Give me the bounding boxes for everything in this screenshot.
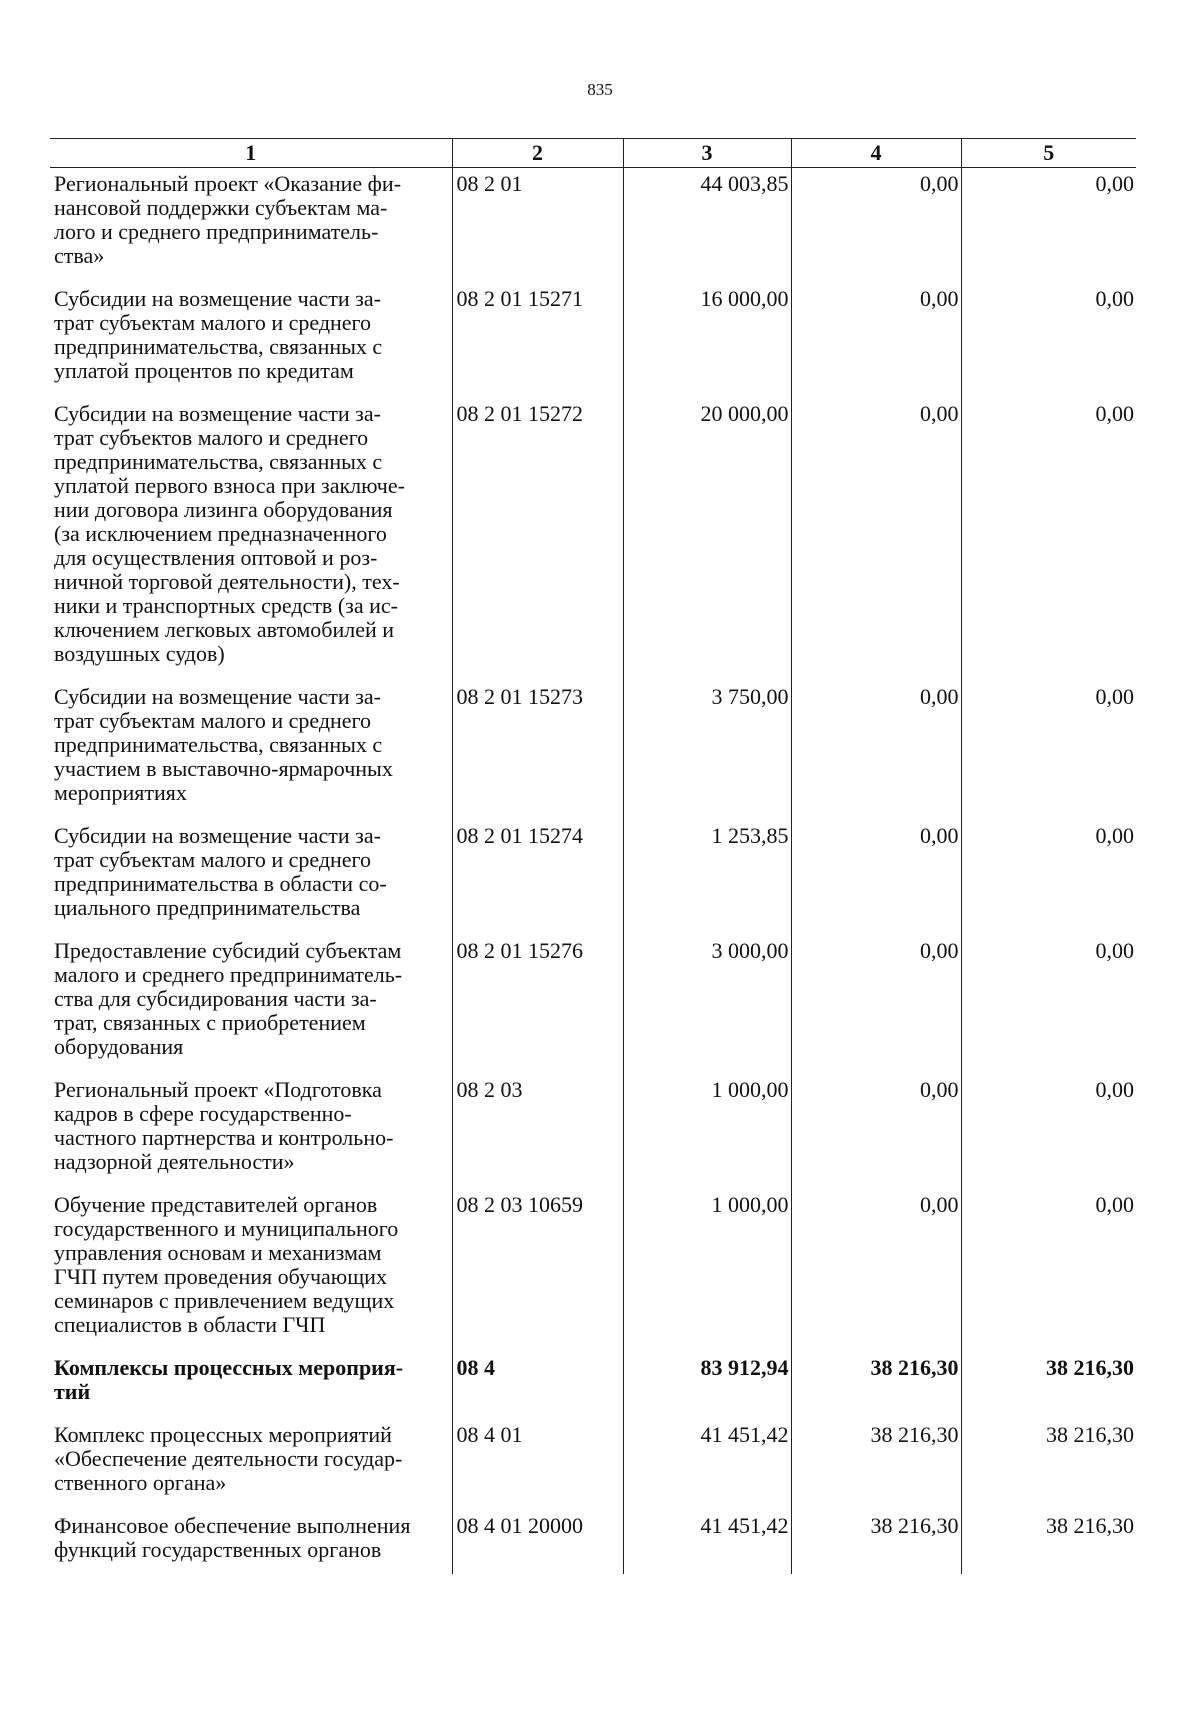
row-value-col3: 83 912,94 — [623, 1352, 791, 1419]
row-name-line: предпринимательства в области со- — [54, 871, 387, 896]
header-row — [50, 139, 1136, 168]
row-name-line: Обучение представителей органов — [54, 1192, 378, 1217]
header-col-1: 1 — [50, 139, 452, 168]
row-name-line: оборудования — [54, 1034, 184, 1059]
row-value-col5: 0,00 — [961, 681, 1136, 820]
row-name-line: малого и среднего предприниматель- — [54, 962, 403, 987]
row-name-line: Региональный проект «Оказание фи- — [54, 171, 402, 196]
table-row — [50, 681, 1136, 820]
row-name-line: предпринимательства, связанных с — [54, 732, 383, 757]
row-code-cell: 08 2 01 15273 — [452, 681, 623, 820]
row-value-col5: 0,00 — [961, 398, 1136, 681]
table-row — [50, 1419, 1136, 1510]
row-name-line: частного партнерства и контрольно- — [54, 1125, 394, 1150]
header-col-5: 5 — [961, 139, 1136, 168]
row-name-line: Субсидии на возмещение части за- — [54, 684, 381, 709]
row-name-line: ники и транспортных средств (за ис- — [54, 593, 398, 618]
row-name-cell — [50, 1189, 452, 1352]
row-value-col5: 0,00 — [961, 1074, 1136, 1189]
row-value-col5: 38 216,30 — [961, 1352, 1136, 1419]
row-value-col3: 1 000,00 — [623, 1074, 791, 1189]
row-code-cell: 08 2 01 15276 — [452, 935, 623, 1074]
budget-table — [50, 138, 1136, 1574]
row-name-line: функций государственных органов — [54, 1537, 382, 1562]
table-row — [50, 935, 1136, 1074]
header-col-4: 4 — [791, 139, 961, 168]
row-value-col4: 0,00 — [791, 820, 961, 935]
row-name-line: нии договора лизинга оборудования — [54, 497, 393, 522]
row-name-line: ГЧП путем проведения обучающих — [54, 1264, 387, 1289]
row-code-cell: 08 2 01 15274 — [452, 820, 623, 935]
row-name-line: ничной торговой деятельности), тех- — [54, 569, 400, 594]
row-name-line: Предоставление субсидий субъектам — [54, 938, 402, 963]
row-value-col5: 0,00 — [961, 820, 1136, 935]
row-name-line: предпринимательства, связанных с — [54, 334, 383, 359]
table-row — [50, 168, 1136, 284]
row-name-line: для осуществления оптовой и роз- — [54, 545, 378, 570]
row-name-line: мероприятиях — [54, 780, 187, 805]
row-value-col4: 0,00 — [791, 681, 961, 820]
table-row — [50, 820, 1136, 935]
row-name-line: Комплекс процессных мероприятий — [54, 1422, 392, 1447]
row-name-line: (за исключением предназначенного — [54, 521, 387, 546]
row-value-col4: 0,00 — [791, 398, 961, 681]
page-number: 835 — [587, 80, 613, 99]
header-col-3: 3 — [623, 139, 791, 168]
table-row — [50, 283, 1136, 398]
row-code-cell: 08 4 01 20000 — [452, 1510, 623, 1574]
row-code-cell: 08 4 01 — [452, 1419, 623, 1510]
row-value-col3: 44 003,85 — [623, 168, 791, 284]
row-code-cell: 08 2 03 10659 — [452, 1189, 623, 1352]
row-name-line: трат субъектам малого и среднего — [54, 847, 372, 872]
row-name-line: уплатой первого взноса при заключе- — [54, 473, 405, 498]
row-value-col3: 20 000,00 — [623, 398, 791, 681]
row-name-line: воздушных судов) — [54, 641, 225, 666]
row-value-col5: 0,00 — [961, 168, 1136, 284]
row-name-line: ственного органа» — [54, 1470, 227, 1495]
row-name-cell — [50, 398, 452, 681]
row-value-col4: 0,00 — [791, 283, 961, 398]
row-name-cell — [50, 820, 452, 935]
row-name-line: Региональный проект «Подготовка — [54, 1077, 382, 1102]
table-row — [50, 1510, 1136, 1574]
row-name-line: Субсидии на возмещение части за- — [54, 823, 381, 848]
table-row — [50, 1352, 1136, 1419]
row-value-col4: 0,00 — [791, 1189, 961, 1352]
row-name-line: управления основам и механизмам — [54, 1240, 382, 1265]
row-value-col4: 0,00 — [791, 935, 961, 1074]
row-code-cell: 08 2 01 15272 — [452, 398, 623, 681]
row-value-col4: 0,00 — [791, 168, 961, 284]
row-value-col5: 0,00 — [961, 1189, 1136, 1352]
row-name-line: Субсидии на возмещение части за- — [54, 401, 381, 426]
row-name-line: семинаров с привлечением ведущих — [54, 1288, 395, 1313]
row-code-cell: 08 2 01 — [452, 168, 623, 284]
row-name-cell — [50, 1419, 452, 1510]
row-value-col4: 38 216,30 — [791, 1352, 961, 1419]
row-name-line: Субсидии на возмещение части за- — [54, 286, 381, 311]
row-value-col3: 1 253,85 — [623, 820, 791, 935]
row-value-col5: 0,00 — [961, 935, 1136, 1074]
row-name-line: Финансовое обеспечение выполнения — [54, 1513, 411, 1538]
row-name-line: кадров в сфере государственно- — [54, 1101, 352, 1126]
row-value-col5: 38 216,30 — [961, 1419, 1136, 1510]
row-name-line: ства для субсидирования части за- — [54, 986, 377, 1011]
row-name-line: участием в выставочно-ярмарочных — [54, 756, 393, 781]
row-name-line: ключением легковых автомобилей и — [54, 617, 395, 642]
row-name-line: тий — [54, 1379, 91, 1404]
header-col-2: 2 — [452, 139, 623, 168]
row-name-line: трат, связанных с приобретением — [54, 1010, 366, 1035]
row-name-line: нансовой поддержки субъектам ма- — [54, 195, 388, 220]
row-name-cell — [50, 283, 452, 398]
row-name-line: трат субъектам малого и среднего — [54, 708, 372, 733]
row-value-col5: 0,00 — [961, 283, 1136, 398]
row-name-line: уплатой процентов по кредитам — [54, 358, 354, 383]
row-name-line: предпринимательства, связанных с — [54, 449, 383, 474]
row-name-line: трат субъектов малого и среднего — [54, 425, 369, 450]
row-name-cell — [50, 1074, 452, 1189]
row-name-line: циального предпринимательства — [54, 895, 361, 920]
table-row — [50, 1074, 1136, 1189]
row-value-col3: 41 451,42 — [623, 1510, 791, 1574]
row-code-cell: 08 2 03 — [452, 1074, 623, 1189]
row-name-line: трат субъектам малого и среднего — [54, 310, 372, 335]
row-name-cell — [50, 168, 452, 284]
row-name-line: ства» — [54, 243, 105, 268]
row-name-line: Комплексы процессных мероприя- — [54, 1355, 404, 1380]
row-value-col3: 41 451,42 — [623, 1419, 791, 1510]
table-row — [50, 398, 1136, 681]
row-value-col4: 38 216,30 — [791, 1510, 961, 1574]
row-value-col4: 0,00 — [791, 1074, 961, 1189]
row-name-line: «Обеспечение деятельности государ- — [54, 1446, 403, 1471]
row-name-cell — [50, 1510, 452, 1574]
row-value-col3: 3 750,00 — [623, 681, 791, 820]
row-code-cell: 08 4 — [452, 1352, 623, 1419]
row-name-line: государственного и муниципального — [54, 1216, 399, 1241]
row-name-line: надзорной деятельности» — [54, 1149, 295, 1174]
row-value-col3: 1 000,00 — [623, 1189, 791, 1352]
row-name-cell — [50, 935, 452, 1074]
table-row — [50, 1189, 1136, 1352]
row-name-cell — [50, 681, 452, 820]
row-value-col3: 16 000,00 — [623, 283, 791, 398]
row-code-cell: 08 2 01 15271 — [452, 283, 623, 398]
row-value-col3: 3 000,00 — [623, 935, 791, 1074]
row-name-cell — [50, 1352, 452, 1419]
row-name-line: специалистов в области ГЧП — [54, 1312, 326, 1337]
row-value-col5: 38 216,30 — [961, 1510, 1136, 1574]
row-name-line: лого и среднего предприниматель- — [54, 219, 379, 244]
row-value-col4: 38 216,30 — [791, 1419, 961, 1510]
